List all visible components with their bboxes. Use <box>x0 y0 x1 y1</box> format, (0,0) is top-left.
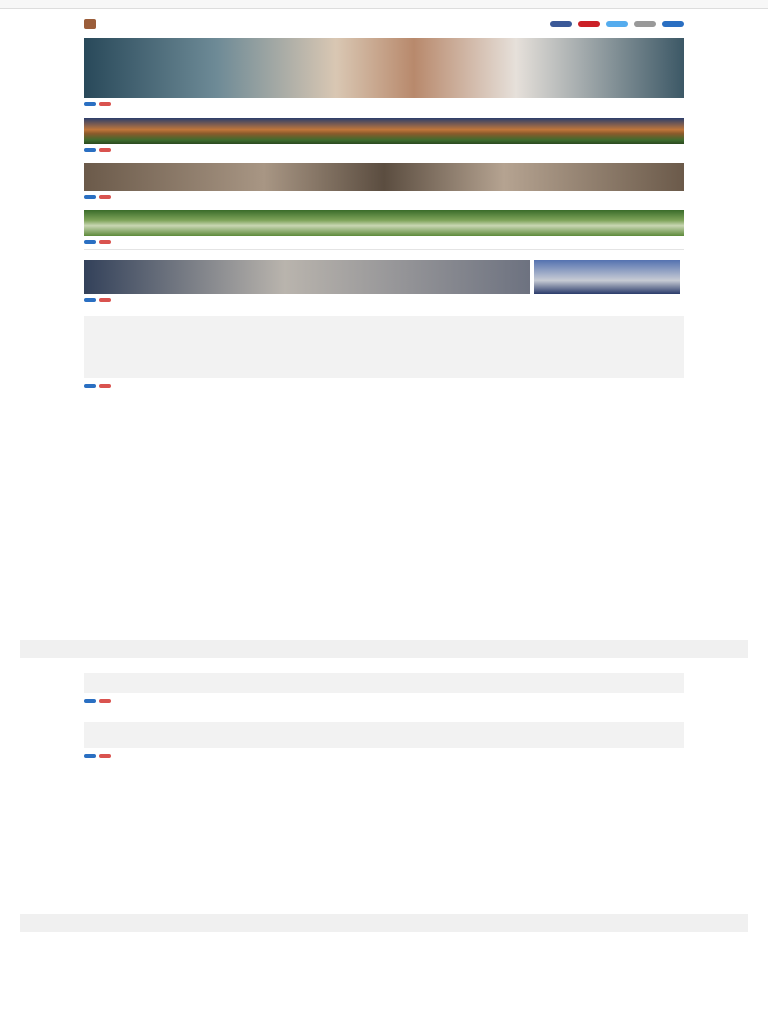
tag-badge[interactable] <box>84 754 96 758</box>
article-body <box>84 10 684 390</box>
tag-badge[interactable] <box>99 384 111 388</box>
photo-row <box>84 260 684 294</box>
tag-badge[interactable] <box>99 148 111 152</box>
ad-banner[interactable] <box>20 640 748 658</box>
facebook-share-button[interactable] <box>550 21 572 27</box>
tag-badge[interactable] <box>84 195 96 199</box>
more-share-button[interactable] <box>662 21 684 27</box>
image-credit <box>84 382 684 390</box>
image-credit <box>84 193 684 201</box>
share-bar <box>550 21 684 27</box>
question-group <box>84 155 684 161</box>
tag-badge[interactable] <box>99 240 111 244</box>
byline <box>84 19 684 29</box>
tag-badge[interactable] <box>99 298 111 302</box>
question-group <box>84 706 684 718</box>
forest-image <box>84 210 684 236</box>
tag-badge[interactable] <box>84 240 96 244</box>
question-group <box>84 935 684 945</box>
tag-badge[interactable] <box>99 699 111 703</box>
question-group <box>84 32 684 36</box>
tag-badge[interactable] <box>99 195 111 199</box>
question-group <box>84 109 684 116</box>
section-divider <box>84 249 684 250</box>
side-photo <box>534 260 680 294</box>
tag-badge[interactable] <box>99 102 111 106</box>
ad-slot[interactable] <box>84 722 684 748</box>
portrait-photo <box>84 260 530 294</box>
question-group <box>84 253 684 258</box>
ad-slot[interactable] <box>84 316 684 378</box>
pinterest-share-button[interactable] <box>578 21 600 27</box>
email-share-button[interactable] <box>634 21 656 27</box>
article-body-continued <box>84 660 684 760</box>
tag-badge[interactable] <box>84 384 96 388</box>
tag-badge[interactable] <box>99 754 111 758</box>
tag-badge[interactable] <box>84 298 96 302</box>
tag-badge[interactable] <box>84 699 96 703</box>
image-credit <box>84 238 684 246</box>
ad-slot[interactable] <box>84 673 684 693</box>
breadcrumb[interactable] <box>84 10 684 17</box>
article-body-continued <box>84 934 684 946</box>
image-credit <box>84 697 684 705</box>
question-group <box>84 202 684 208</box>
image-credit <box>84 296 684 304</box>
stonehenge-image <box>84 163 684 191</box>
question-group <box>84 305 684 312</box>
question-group <box>84 661 684 669</box>
image-credit <box>84 100 684 108</box>
ad-banner[interactable] <box>20 914 748 932</box>
avatar <box>84 19 96 29</box>
hero-image <box>84 38 684 98</box>
top-navigation <box>0 0 768 9</box>
image-credit <box>84 752 684 760</box>
tag-badge[interactable] <box>84 148 96 152</box>
twitter-share-button[interactable] <box>606 21 628 27</box>
image-credit <box>84 146 684 154</box>
sunset-image <box>84 118 684 144</box>
tag-badge[interactable] <box>84 102 96 106</box>
